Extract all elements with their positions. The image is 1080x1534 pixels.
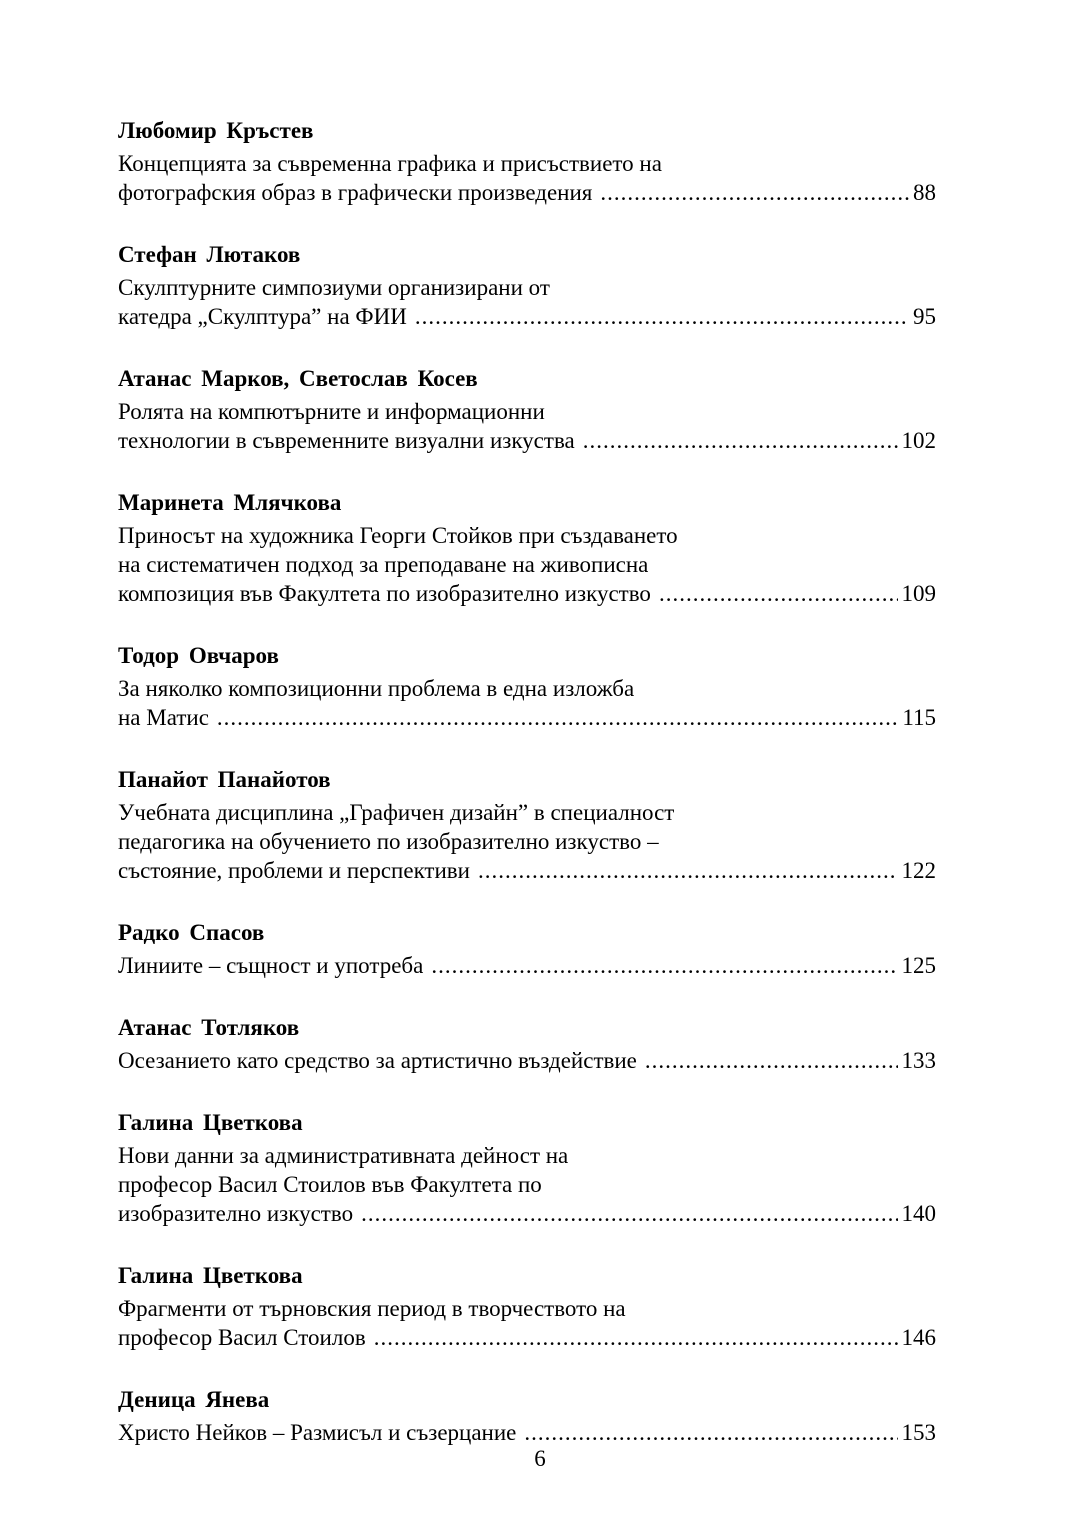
toc-title-last-line [118,1046,936,1075]
toc-author: Атанас Марков, Светослав Косев [118,366,478,391]
toc-title-line: Нови данни за административната дейност на [118,1143,569,1168]
toc-title-text: състояние, проблеми и перспективи [118,858,470,883]
toc-page-number: 102 [901,428,936,453]
toc-title-text: Линиите – същност и употреба [118,953,424,978]
toc-page-number: 88 [913,180,936,205]
toc-page-number: 95 [913,304,936,329]
toc-entry [118,914,936,980]
toc-entry [118,637,936,732]
toc-title-text: композиция във Факултета по изобразително изкуство [118,581,651,606]
toc-page-number: 153 [901,1420,936,1445]
toc-title-line: на систематичен подход за преподаване на живописна [118,552,649,577]
toc-entry [118,761,936,885]
toc-title-last-line [118,1323,936,1352]
dot-leader [583,426,898,455]
toc-title-text: изобразително изкуство [118,1201,354,1226]
toc-title-last-line [118,951,936,980]
toc-page-number: 140 [901,1201,936,1226]
toc-author: Галина Цветкова [118,1263,303,1288]
dot-leader [600,178,909,207]
toc-author: Панайот Панайотов [118,767,331,792]
toc-entry [118,112,936,207]
toc-entry [118,1009,936,1075]
dot-leader [431,951,897,980]
toc-title-last-line [118,703,936,732]
toc-page-number: 115 [902,705,936,730]
dot-leader [478,856,898,885]
toc-title-line: Концепцията за съвременна графика и присъствието на [118,151,662,176]
toc-author: Атанас Тотляков [118,1015,300,1040]
toc-title-text: Христо Нейков – Размисъл и съзерцание [118,1420,517,1445]
toc-page-number: 125 [901,953,936,978]
toc-entry [118,236,936,331]
toc-entry [118,360,936,455]
toc-title-last-line [118,1418,936,1447]
toc-title-text: фотографския образ в графически произведения [118,180,593,205]
toc-title-last-line [118,579,936,608]
dot-leader [217,703,898,732]
toc-author: Маринета Млячкова [118,490,342,515]
toc-title-line: Приносът на художника Георги Стойков при създаването [118,523,678,548]
toc-title-text: катедра „Скулптура” на ФИИ [118,304,407,329]
dot-leader [524,1418,897,1447]
dot-leader [361,1199,897,1228]
toc-title-line: Скулптурните симпозиуми организирани от [118,275,550,300]
dot-leader [415,302,909,331]
toc-author: Тодор Овчаров [118,643,279,668]
toc-entry [118,1104,936,1228]
toc-page-number: 109 [901,581,936,606]
toc-entry [118,1257,936,1352]
toc-title-line: професор Васил Стоилов във Факултета по [118,1172,542,1197]
toc-title-text: технологии в съвременните визуални изкуства [118,428,575,453]
toc-title-last-line [118,178,936,207]
toc-page-number: 122 [901,858,936,883]
toc-title-text: Осезанието като средство за артистично въздействие [118,1048,637,1073]
toc-title-last-line [118,1199,936,1228]
toc-author: Любомир Кръстев [118,118,314,143]
dot-leader [645,1046,898,1075]
toc-title-last-line [118,302,936,331]
toc-title-text: на Матис [118,705,209,730]
dot-leader [374,1323,898,1352]
toc-author: Галина Цветкова [118,1110,303,1135]
toc-author: Стефан Лютаков [118,242,301,267]
toc-title-last-line [118,426,936,455]
toc-title-text: професор Васил Стоилов [118,1325,366,1350]
toc-entry [118,484,936,608]
toc-title-line: педагогика на обучението по изобразително изкуство – [118,829,659,854]
toc-author: Деница Янева [118,1387,270,1412]
table-of-contents [118,112,936,1476]
toc-page-number: 146 [901,1325,936,1350]
toc-author: Радко Спасов [118,920,265,945]
toc-title-last-line [118,856,936,885]
page-number: 6 [534,1446,546,1471]
toc-title-line: За няколко композиционни проблема в една изложба [118,676,635,701]
dot-leader [659,579,898,608]
toc-title-line: Учебната дисциплина „Графичен дизайн” в специалност [118,800,675,825]
toc-entry [118,1381,936,1447]
toc-title-line: Фрагменти от търновския период в творчеството на [118,1296,626,1321]
toc-title-line: Ролята на компютърните и информационни [118,399,545,424]
toc-page-number: 133 [901,1048,936,1073]
